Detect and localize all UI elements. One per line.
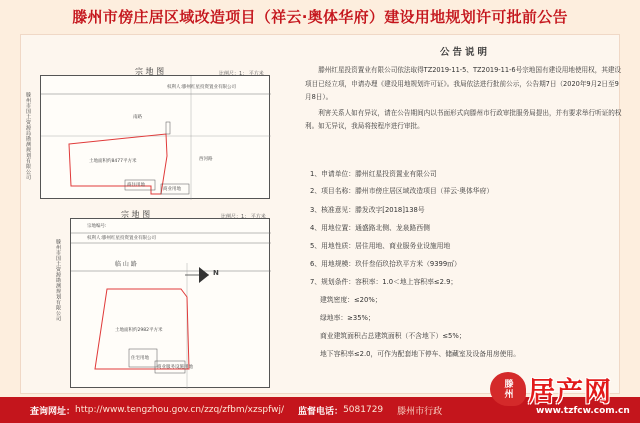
map-1-title: 宗 地 图 bbox=[135, 67, 165, 76]
map-1-scale: 比例尺：1： 平方米 bbox=[219, 71, 264, 77]
notice-item: 4、用地位置：通盛路北侧、龙泉路西侧 bbox=[310, 224, 430, 232]
logo-badge-text: 滕州 bbox=[502, 379, 513, 399]
notice-item: 地下容积率≤2.0，可作为配套地下停车、储藏室及设备用房使用。 bbox=[320, 350, 521, 358]
page-title: 滕州市傍庄居区域改造项目（祥云·奥体华府）建设用地规划许可批前公告 bbox=[72, 7, 568, 26]
notice-text bbox=[305, 44, 625, 134]
map-1-area: 土地面积约8477平方米 bbox=[89, 159, 137, 164]
logo-badge bbox=[490, 372, 526, 406]
map-2-scale: 比例尺：1： 平方米 bbox=[221, 214, 266, 220]
map-1-drawing bbox=[41, 76, 271, 200]
footer-site-label: 查询网址： bbox=[30, 406, 76, 417]
notice-item: 2、项目名称：滕州市傍庄居区域改造项目（祥云·奥体华府） bbox=[310, 187, 494, 195]
site-map-1 bbox=[25, 67, 270, 199]
map-2-owner-label: 宗地编号: bbox=[87, 224, 107, 229]
notice-item: 3、核准意见：滕发改字[2018]138号 bbox=[310, 206, 425, 214]
map-2-building-1: 商业服务设施用地 bbox=[157, 365, 193, 370]
map-2-north: N bbox=[213, 269, 219, 277]
map-1-building-2: 商业用地 bbox=[163, 187, 181, 192]
site-logo bbox=[488, 366, 638, 420]
notice-item: 1、申请单位：滕州红星投资置业有限公司 bbox=[310, 170, 437, 178]
footer-site-link[interactable]: http://www.tengzhou.gov.cn/zzq/zfbm/xzspfwj/ bbox=[75, 405, 285, 415]
map-1-road-north: 南路 bbox=[133, 115, 142, 120]
notice-item: 绿地率：≥35%； bbox=[320, 314, 375, 322]
notice-paragraph-2: 利害关系人如有异议，请在公告期间内以书面形式向滕州市行政审批服务局提出，并有要求举行听证的权利。如无异议，我局将按程序进行审批。 bbox=[305, 108, 622, 130]
footer-dept: 滕州市行政 bbox=[397, 406, 443, 417]
title-bar bbox=[0, 0, 640, 32]
notice-item: 5、用地性质：居住用地、商业服务业设施用地 bbox=[310, 242, 451, 250]
notice-item: 7、规划条件：容积率：1.0＜地上容积率≤2.9； bbox=[310, 278, 458, 286]
notice-item: 建筑密度：≤20%； bbox=[320, 296, 382, 304]
map-1-road-east: 西河路 bbox=[199, 157, 213, 162]
map-1-building-1: 商住用地 bbox=[127, 183, 145, 188]
footer-phone: 5081729 bbox=[343, 405, 384, 415]
logo-url: www.tzfcw.com.cn bbox=[536, 406, 630, 416]
map-2-road: 临 山 路 bbox=[115, 261, 137, 268]
site-map-2 bbox=[55, 210, 270, 388]
map-2-building-2: 住宅用地 bbox=[131, 356, 149, 361]
notice-paragraph-1: 滕州红星投资置业有限公司依法取得TZ2019-11-5、TZ2019-11-6号宗地国有建设用地使用权，其建设项目已经立项，申请办理《建设用地规划许可证》。我局依法进行批前公示，公告期7日（2020年9月2日至9月8日）。 bbox=[305, 66, 622, 101]
map-2-owner: 权利人:滕州红星投资置业有限公司 bbox=[87, 236, 157, 241]
map-1-vertical-label: 滕州市国土资源局勘测规划有限公司 bbox=[25, 92, 31, 180]
logo-word: 居产网 bbox=[528, 377, 612, 408]
notice-item: 商业建筑面积占总建筑面积（不含地下）≤5%； bbox=[320, 332, 466, 340]
map-2-vertical-label: 滕州市国土资源勘测规划有限公司 bbox=[55, 239, 61, 322]
map-2-area: 土地面积约2982平方米 bbox=[115, 328, 163, 333]
map-2-title: 宗 地 图 bbox=[121, 210, 151, 219]
map-1-owner: 权利人:滕州红星投资置业有限公司 bbox=[167, 85, 237, 90]
notice-title: 公告说明 bbox=[439, 47, 490, 58]
notice-item: 6、用地规模：玖仟叁佰玖拾玖平方米（9399㎡） bbox=[310, 260, 461, 268]
footer-phone-label: 监督电话： bbox=[298, 406, 344, 417]
